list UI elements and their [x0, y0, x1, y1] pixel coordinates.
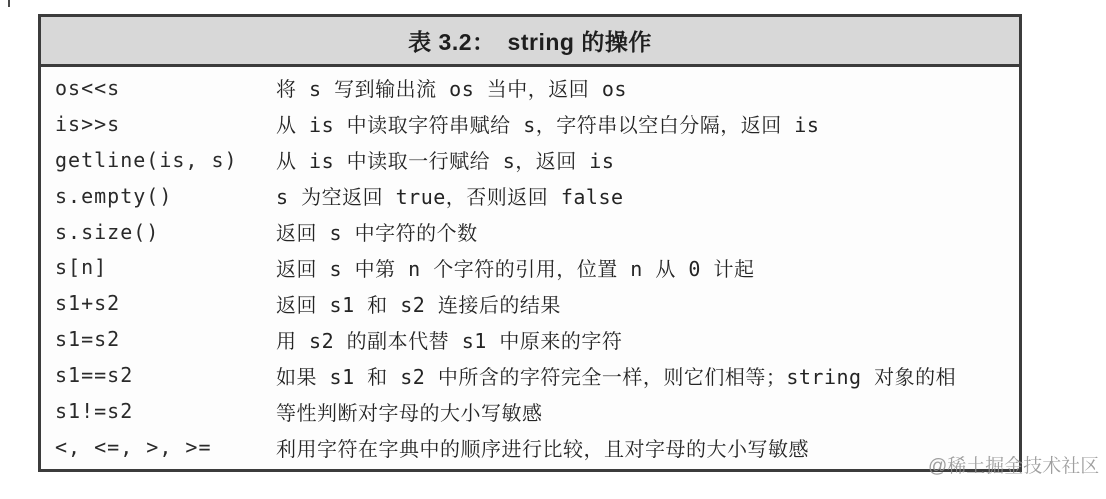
table-row [41, 142, 1019, 178]
description-cell: 将 s 写到输出流 os 当中，返回 os [276, 77, 627, 102]
operation-cell: os<<s [55, 75, 121, 100]
table-row [41, 429, 1019, 465]
operation-cell: s1=s2 [55, 327, 121, 352]
operation-cell: s[n] [55, 255, 108, 280]
table-number-label: 表 3.2： [408, 29, 496, 55]
description-cell: s 为空返回 true，否则返回 false [276, 185, 624, 210]
description-cell: 返回 s1 和 s2 连接后的结果 [276, 292, 561, 317]
table-row [41, 106, 1019, 142]
table-title: string 的操作 [507, 29, 652, 55]
watermark: @稀土掘金技术社区 [928, 456, 1100, 477]
table-row [41, 285, 1019, 321]
table-row [41, 393, 1019, 429]
operation-cell: s.empty() [55, 183, 173, 208]
description-cell: 返回 s 中字符的个数 [276, 221, 478, 246]
table-row [41, 321, 1019, 357]
description-cell: 如果 s1 和 s2 中所含的字符完全一样，则它们相等；string 对象的相 [276, 364, 957, 389]
operation-cell: s1+s2 [55, 291, 121, 316]
description-cell: 用 s2 的副本代替 s1 中原来的字符 [276, 328, 623, 353]
scan-artifact-tick [8, 0, 10, 7]
table-body [41, 67, 1019, 469]
string-operations-table [38, 14, 1022, 472]
description-cell: 从 is 中读取字符串赋给 s，字符串以空白分隔，返回 is [276, 113, 820, 138]
operation-cell: s.size() [55, 219, 160, 244]
table-header [41, 17, 1019, 67]
table-row [41, 250, 1019, 286]
description-cell: 利用字符在字典中的顺序进行比较，且对字母的大小写敏感 [276, 436, 809, 461]
operation-cell: s1!=s2 [55, 399, 134, 424]
table-row [41, 70, 1019, 106]
table-row [41, 178, 1019, 214]
description-cell: 返回 s 中第 n 个字符的引用，位置 n 从 0 计起 [276, 256, 755, 281]
operation-cell: getline(is, s) [55, 147, 238, 172]
description-cell: 从 is 中读取一行赋给 s，返回 is [276, 149, 615, 174]
table-row [41, 357, 1019, 393]
table-row [41, 214, 1019, 250]
description-cell: 等性判断对字母的大小写敏感 [276, 400, 543, 425]
operation-cell: s1==s2 [55, 363, 134, 388]
operation-cell: <, <=, >, >= [55, 435, 212, 460]
operation-cell: is>>s [55, 111, 121, 136]
